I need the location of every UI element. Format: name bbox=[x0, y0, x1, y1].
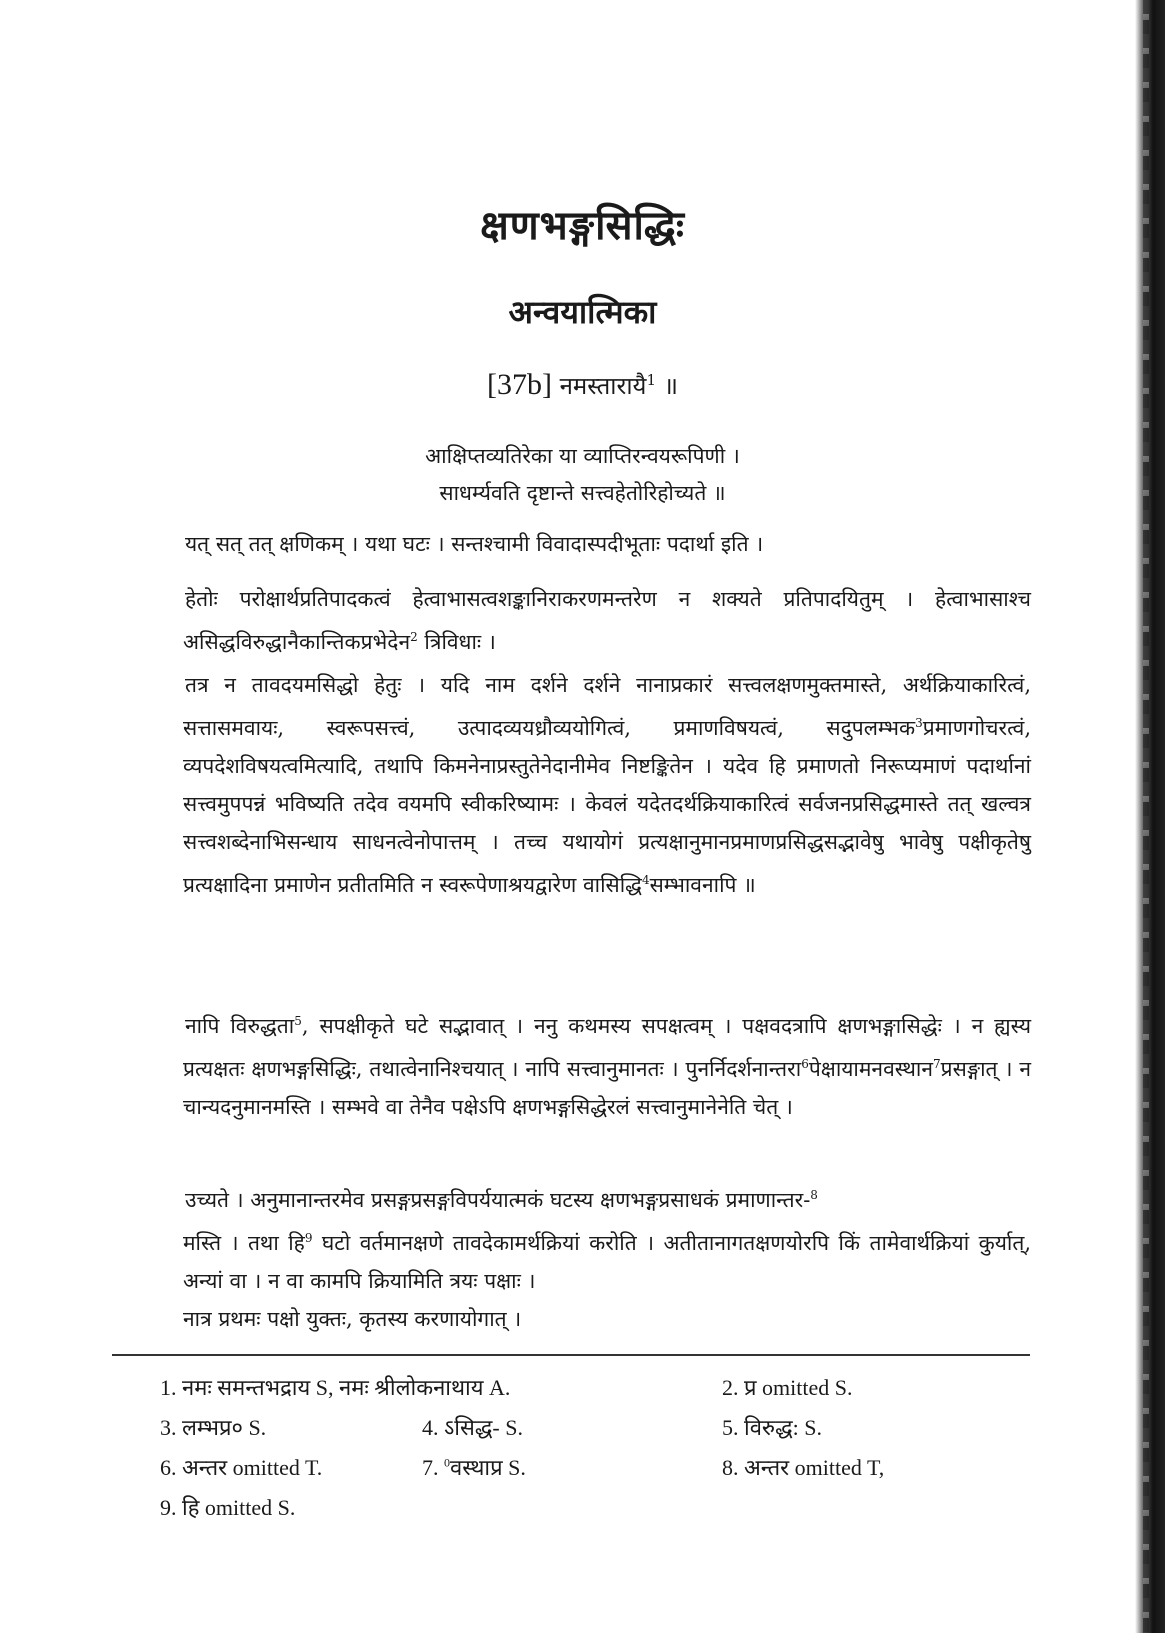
footnote-ref: 6 bbox=[801, 1057, 809, 1071]
paragraph-4-text-2: , सपक्षीकृते घटे सद्भावात् । ननु कथमस्य सपक्षत्वम् । पक्षवदत्रापि क्षणभङ्गासिद्धेः । न ह्यस्य प्रत्यक्षतः क्षणभङ्गसिद्धिः, तथात्वेनानिश्चयात् । नापि सत्त्वानुमानतः । पुनर्निदर्शनान्तरा bbox=[183, 1014, 1031, 1081]
footnote-ref: 2 bbox=[410, 630, 418, 644]
paragraph-3-text-mid: प्रमाणगोचरत्वं, व्यपदेशविषयत्वमित्यादि, तथापि किमनेनाप्रस्तुतेनेदानीमेव निष्टङ्कितेन । यदेव हि प्रमाणतो निरूप्यमाणं पदार्थानां सत्त्वमुपपन्नं भविष्यति तदेव वयमपि स्वीकरिष्यामः । केवलं यदेतदर्थक्रियाकारित्वं सर्वजनप्रसिद्धमास्ते तत् खल्वत्र सत्त्वशब्देनाभिसन्धाय साधनत्वेनोपात्तम् । तच्च यथायोगं प्रत्यक्षानुमानप्रमाणप्रसिद्धसद्भावेषु भावेषु पक्षीकृतेषु प्रत्यक्षादिना प्रमाणेन प्रतीतमिति न स्वरूपेणाश्रयद्वारेण वासिद्धि bbox=[183, 716, 1031, 897]
paragraph-2-text: हेतोः परोक्षार्थप्रतिपादकत्वं हेत्वाभासत्वशङ्कानिराकरणमन्तरेण न शक्यते प्रतिपादयितुम् । हेत्वाभासाश्च असिद्धविरुद्धानैकान्तिकप्रभेदेन bbox=[183, 587, 1031, 654]
footnote-5: 5. विरुद्ध: S. bbox=[722, 1415, 823, 1440]
footnotes bbox=[160, 1372, 980, 1532]
footnote-ref: 8 bbox=[810, 1188, 818, 1202]
paragraph-3-text: तत्र न तावदयमसिद्धो हेतुः । यदि नाम दर्शने दर्शने नानाप्रकारं सत्त्वलक्षणमुक्तमास्ते, अर्थक्रियाकारित्वं, सत्तासमवायः, स्वरूपसत्त्वं, उत्पादव्ययध्रौव्ययोगित्वं, प्रमाणविषयत्वं, सदुपलम्भक bbox=[183, 673, 1031, 740]
page-title: क्षणभङ्गसिद्धिः bbox=[480, 202, 685, 249]
paragraph-5-text: उच्यते । अनुमानान्तरमेव प्रसङ्गप्रसङ्गविपर्ययात्मकं घटस्य क्षणभङ्गप्रसाधकं प्रमाणान्तर- bbox=[185, 1188, 811, 1212]
footnote-7-sup: 0 bbox=[444, 1455, 450, 1470]
paragraph-5-text-end: घटो वर्तमानक्षणे तावदेकामर्थक्रियां करोति । अतीतानागतक्षणयोरपि किं तामेवार्थक्रियां कुर्यात्, अन्यां वा । न वा कामपि क्रियामिति त्रयः पक्षाः । bbox=[183, 1231, 1031, 1293]
paragraph-4 bbox=[183, 1002, 1031, 1126]
footnote-ref: 4 bbox=[641, 873, 650, 887]
footnote-4: 4. ऽसिद्ध- S. bbox=[422, 1415, 523, 1440]
paragraph-4-text: नापि विरुद्धता bbox=[185, 1014, 295, 1038]
footnote-row bbox=[160, 1372, 980, 1412]
footnote-ref: 1 bbox=[646, 371, 656, 389]
footnote-row bbox=[160, 1412, 980, 1452]
footnote-row bbox=[160, 1452, 980, 1492]
footnote-8: 8. अन्तर omitted T, bbox=[722, 1455, 885, 1480]
footnote-7 bbox=[422, 1452, 526, 1482]
paragraph-4-text-3: पेक्षायामनवस्थान bbox=[808, 1057, 934, 1081]
paragraph-6: नात्र प्रथमः पक्षो युक्तः, कृतस्य करणायोगात् । bbox=[183, 1307, 522, 1331]
footnote-ref: 3 bbox=[915, 716, 923, 730]
footnote-2: 2. प्र omitted S. bbox=[722, 1375, 853, 1400]
footnote-7-number: 7. bbox=[422, 1455, 444, 1480]
verse bbox=[0, 438, 1165, 512]
paragraph-5-text-2: मस्ति । तथा हि bbox=[183, 1231, 305, 1255]
folio-number: [37b] bbox=[486, 368, 552, 401]
paragraph-4-text-end: प्रसङ्गात् । न चान्यदनुमानमस्ति । सम्भवे वा तेनैव पक्षेऽपि क्षणभङ्गसिद्धेरलं सत्त्वानुमानेनेति चेत् । bbox=[183, 1057, 1032, 1119]
paragraph-1: यत् सत् तत् क्षणिकम् । यथा घटः । सन्तश्चामी विवादास्पदीभूताः पदार्था इति । bbox=[185, 532, 764, 556]
footnote-3: 3. लम्भप्र० S. bbox=[160, 1415, 267, 1440]
paragraph-2 bbox=[183, 580, 1031, 661]
paragraph-5 bbox=[183, 1176, 1031, 1300]
footnote-1: 1. नमः समन्तभद्राय S, नमः श्रीलोकनाथाय A. bbox=[160, 1375, 511, 1400]
paragraph-3-text-end: सम्भावनापि ॥ bbox=[649, 873, 756, 897]
footnote-ref: 7 bbox=[933, 1057, 941, 1071]
verse-line-2: साधर्म्यवति दृष्टान्ते सत्त्वहेतोरिहोच्यते ॥ bbox=[439, 481, 726, 505]
footnote-ref: 9 bbox=[304, 1231, 313, 1245]
paragraph-2-text-end: त्रिविधाः । bbox=[417, 630, 496, 654]
section-subtitle: अन्वयात्मिका bbox=[508, 293, 657, 331]
invocation-end: ॥ bbox=[663, 372, 679, 400]
paragraph-3 bbox=[183, 666, 1031, 904]
footnote-7-text: वस्थाप्र S. bbox=[450, 1455, 526, 1480]
footnote-6: 6. अन्तर omitted T. bbox=[160, 1455, 323, 1480]
invocation: नमस्तारायै bbox=[559, 372, 647, 400]
footnote-row bbox=[160, 1492, 980, 1532]
footnote-ref: 5 bbox=[294, 1014, 302, 1028]
footnote-9: 9. हि omitted S. bbox=[160, 1495, 296, 1520]
folio-line bbox=[0, 368, 1165, 402]
verse-line-1: आक्षिप्तव्यतिरेका या व्याप्तिरन्वयरूपिणी । bbox=[425, 444, 740, 468]
footnote-divider bbox=[112, 1354, 1030, 1356]
